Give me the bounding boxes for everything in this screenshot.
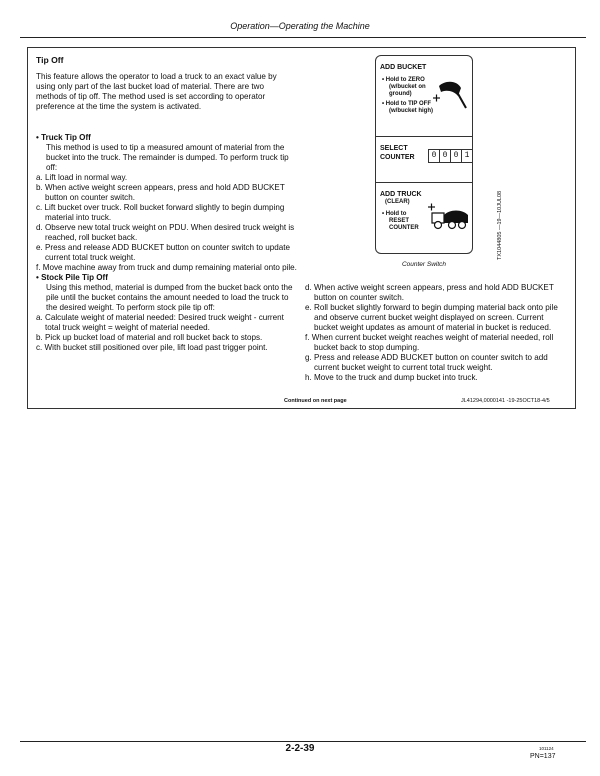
clear-label: (CLEAR)	[385, 199, 410, 205]
stock-step-h: h. Move to the truck and dump bucket into truck.	[305, 373, 478, 382]
stock-step-a: a. Calculate weight of material needed: Desired truck weight - current total truck weight = weight of material needed.	[36, 313, 284, 332]
hold-tip-line1: • Hold to TIP OFF	[382, 101, 431, 107]
truck-tip-off-heading: • Truck Tip Off	[36, 133, 91, 142]
counter-display	[428, 149, 473, 163]
add-truck-label: ADD TRUCK	[380, 191, 422, 198]
counter-switch-panel	[375, 55, 473, 254]
truck-icon	[426, 201, 470, 231]
stock-step-f: f. When current bucket weight reaches weight of material needed, roll bucket back to stop dumping.	[305, 333, 554, 352]
footer-small-code: 101124	[539, 746, 554, 751]
page-number: 2-2-39	[285, 743, 315, 754]
hold-zero-line3: ground)	[389, 91, 412, 97]
truck-step-e: e. Press and release ADD BUCKET button on counter switch to update current total truck weight.	[36, 243, 291, 262]
left-column	[36, 133, 298, 353]
stock-step-d: d. When active weight screen appears, press and hold ADD BUCKET button on counter switch.	[305, 283, 554, 302]
figure-caption: Counter Switch	[401, 261, 447, 268]
panel-divider-2	[376, 182, 472, 183]
page-header-title: Operation—Operating the Machine	[230, 21, 370, 31]
truck-step-d: d. Observe new total truck weight on PDU. When desired truck weight is reached, roll bucket back.	[36, 223, 295, 242]
stock-step-e: e. Roll bucket slightly forward to begin dumping material back onto pile and observe current bucket weight displayed on screen. Current bucket weight updates as amount of material in bucket is reduced.	[305, 303, 558, 332]
hold-zero-line1: • Hold to ZERO	[382, 77, 425, 83]
reset-label: RESET	[389, 218, 410, 224]
add-bucket-label: ADD BUCKET	[380, 64, 427, 71]
stock-step-b: b. Pick up bucket load of material and roll bucket back to stops.	[36, 333, 263, 342]
bucket-icon	[431, 78, 469, 112]
stock-pile-desc: Using this method, material is dumped from the bucket back onto the pile until the bucket contains the amount needed to load the truck to the desired weight. To perform stock pile tip off:	[46, 283, 293, 312]
digit-1: 0	[429, 150, 440, 162]
stock-pile-heading: • Stock Pile Tip Off	[36, 273, 108, 282]
header-rule	[20, 37, 586, 38]
counter-label[interactable]: COUNTER	[380, 154, 415, 161]
footer-rule	[20, 741, 586, 742]
pn-label: PN=137	[530, 753, 556, 760]
hold-zero-line2: (w/bucket on	[389, 84, 426, 90]
hold-tip-line2: (w/bucket high)	[389, 108, 433, 114]
truck-step-b: b. When active weight screen appears, press and hold ADD BUCKET button on counter switch.	[36, 183, 285, 202]
reference-code: JL41294,0000141 -19-25OCT18-4/5	[461, 398, 550, 404]
select-label: SELECT	[380, 145, 408, 152]
truck-step-f: f. Move machine away from truck and dump remaining material onto pile.	[36, 263, 297, 272]
continued-note: Continued on next page	[284, 398, 347, 404]
hold-to-label: • Hold to	[382, 211, 407, 217]
stock-step-c: c. With bucket still positioned over pile, lift load past trigger point.	[36, 343, 268, 352]
figure-id: TX1044805 —19—10JUL08	[497, 190, 503, 260]
reset-counter-label: COUNTER	[389, 225, 419, 231]
right-column	[305, 283, 567, 383]
truck-tip-off-desc: This method is used to tip a measured amount of material from the bucket into the truck. The remainder is dumped. To perform truck tip off:	[46, 143, 289, 172]
intro-paragraph: This feature allows the operator to load a truck to an exact value by using only part of the last bucket load of material. There are two methods of tip off. The method used is set according to operator preference at the time the system is activated.	[36, 72, 277, 111]
truck-step-a: a. Lift load in normal way.	[36, 173, 128, 182]
panel-divider-1	[376, 136, 472, 137]
stock-step-g: g. Press and release ADD BUCKET button on counter switch to add current bucket weight to current total truck weight.	[305, 353, 548, 372]
section-title: Tip Off	[36, 55, 64, 65]
truck-step-c: c. Lift bucket over truck. Roll bucket forward slightly to begin dumping material into truck.	[36, 203, 285, 222]
digit-3: 0	[451, 150, 462, 162]
digit-2: 0	[440, 150, 451, 162]
digit-4: 1	[464, 151, 470, 160]
